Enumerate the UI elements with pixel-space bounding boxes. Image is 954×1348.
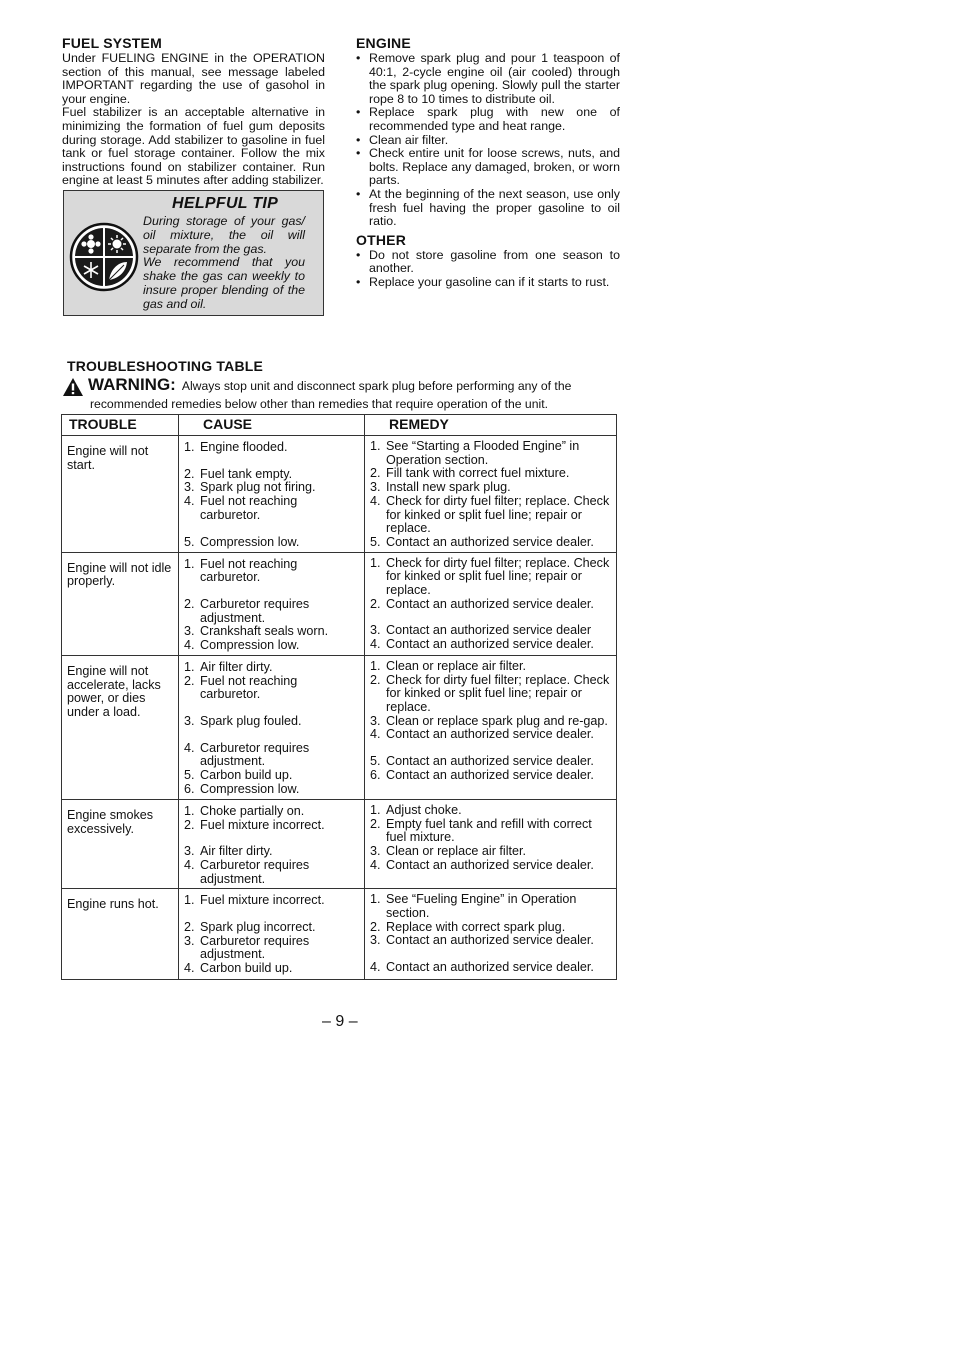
fuel-system-paragraph-2: Fuel stabilizer is an acceptable alternative in minimizing the formation of fuel gum deposits during storage. Add stabilizer to gasoline in fuel tank or fuel storage container. Follow the mix instructions found on stabilizer container. Run engine at least 5 minutes after adding stabilizer. [62, 105, 325, 188]
list-item [184, 536, 360, 550]
list-item [184, 675, 360, 702]
list-item [184, 495, 360, 522]
item-text: Contact an authorized service dealer. [386, 857, 594, 872]
list-item [370, 845, 612, 859]
item-number: 3. [370, 843, 381, 858]
item-text: Carburetor requires adjustment. [200, 740, 310, 769]
list-item [370, 818, 612, 845]
warning-notice [62, 377, 622, 412]
list-item: • Do not store gasoline from one season to another. [356, 249, 620, 276]
item-number: 2. [370, 596, 381, 611]
list-item [370, 769, 612, 783]
list-item [184, 742, 360, 769]
item-number: 1. [184, 803, 195, 818]
warning-icon [62, 377, 84, 397]
item-text: Fuel not reaching carburetor. [200, 494, 298, 522]
item-number: 2. [184, 920, 195, 935]
trouble-cell: Engine smokes excessively. [62, 799, 179, 889]
item-text: Fuel mixture incorrect. [200, 893, 325, 908]
helpful-tip-text-2: We recommend that you shake the gas can weekly to insure proper blending of the gas and oil. [143, 255, 305, 311]
item-text: Fuel not reaching carburetor. [200, 673, 298, 702]
cause-cell [179, 799, 365, 889]
header-remedy: REMEDY [365, 415, 617, 436]
fuel-system-section [62, 35, 325, 188]
list-item [370, 674, 612, 715]
list-item [184, 639, 360, 653]
item-text: Engine flooded. [200, 440, 288, 454]
item-text: Air filter dirty. [200, 844, 273, 859]
item-number: 3. [370, 933, 381, 948]
header-trouble: TROUBLE [62, 415, 179, 436]
cause-cell [179, 552, 365, 655]
item-text: Check for dirty fuel filter; replace. Check for kinked or split fuel line; repair or replace. [386, 493, 610, 536]
cause-cell [179, 889, 365, 980]
item-number: 5. [184, 534, 195, 549]
list-item [184, 441, 360, 455]
item-text: Compression low. [200, 638, 300, 653]
item-text: Check for dirty fuel filter; replace. Check for kinked or split fuel line; repair or replace. [386, 672, 610, 714]
list-item [184, 783, 360, 797]
item-text: Spark plug fouled. [200, 713, 302, 728]
helpful-tip-box [63, 190, 324, 316]
list-item [370, 728, 612, 742]
item-text: Carburetor requires adjustment. [200, 857, 310, 886]
item-number: 4. [370, 857, 381, 872]
remedy-cell [365, 552, 617, 655]
warning-text-line-1: Always stop unit and disconnect spark plug before performing any of the [181, 379, 572, 393]
list-item [370, 467, 612, 481]
item-number: 3. [370, 623, 381, 638]
list-item [370, 893, 612, 920]
item-text: Air filter dirty. [200, 659, 273, 674]
item-text: Contact an authorized service dealer. [386, 933, 594, 948]
list-item: • Replace spark plug with new one of recommended type and heat range. [356, 106, 620, 133]
page-number: – 9 – [322, 1013, 358, 1030]
item-number: 6. [184, 781, 195, 796]
storage-section [356, 35, 620, 290]
item-number: 2. [370, 919, 381, 934]
item-text: Fuel tank empty. [200, 466, 293, 481]
list-item [370, 804, 612, 818]
remedy-cell [365, 436, 617, 553]
list-item [184, 921, 360, 935]
engine-list [356, 52, 620, 229]
item-number: 1. [184, 556, 195, 571]
helpful-tip-text-1: During storage of your gas/ oil mixture, the oil will separate from the gas. [143, 214, 305, 256]
other-list [356, 249, 620, 290]
item-number: 2. [370, 672, 381, 687]
cause-cell [179, 436, 365, 553]
item-number: 1. [184, 893, 195, 908]
item-text: Carbon build up. [200, 768, 293, 783]
list-item [184, 962, 360, 976]
item-text: Check for dirty fuel filter; replace. Check for kinked or split fuel line; repair or replace. [386, 555, 610, 598]
item-number: 1. [184, 659, 195, 674]
item-text: Carbon build up. [200, 961, 293, 976]
item-number: 2. [370, 816, 381, 831]
item-text: Fill tank with correct fuel mixture. [386, 466, 570, 481]
item-text: Contact an authorized service dealer. [386, 960, 594, 975]
item-number: 4. [184, 857, 195, 872]
list-item [184, 894, 360, 908]
warning-text-line-2: recommended remedies below other than remedies that require operation of the unit. [90, 397, 548, 411]
engine-title: ENGINE [356, 35, 411, 51]
table-row [62, 552, 617, 655]
list-item [370, 557, 612, 598]
item-number: 3. [370, 480, 381, 495]
item-number: 1. [370, 658, 381, 673]
item-text: Clean or replace air filter. [386, 658, 526, 673]
item-number: 4. [370, 637, 381, 652]
helpful-tip-text [143, 215, 305, 312]
list-item: • Clean air filter. [356, 134, 620, 148]
seasons-icon [69, 222, 139, 292]
list-item [370, 536, 612, 550]
list-item [184, 859, 360, 886]
item-number: 4. [184, 740, 195, 755]
list-item [184, 819, 360, 833]
troubleshooting-table-body [62, 436, 617, 980]
table-row [62, 799, 617, 889]
item-text: See “Fueling Engine” in Operation section. [386, 892, 577, 921]
item-number: 6. [370, 767, 381, 782]
helpful-tip-title: HELPFUL TIP [172, 195, 279, 212]
trouble-cell: Engine will not accelerate, lacks power, or dies under a load. [62, 655, 179, 799]
other-title: OTHER [356, 231, 406, 248]
item-text: Install new spark plug. [386, 480, 511, 495]
item-number: 4. [370, 960, 381, 975]
item-text: Spark plug not firing. [200, 480, 316, 495]
cause-cell [179, 655, 365, 799]
item-number: 2. [184, 817, 195, 832]
item-text: See “Starting a Flooded Engine” in Operation section. [386, 439, 580, 467]
item-text: Adjust choke. [386, 802, 462, 817]
table-header-row [62, 415, 617, 436]
table-row [62, 889, 617, 980]
table-row [62, 655, 617, 799]
item-text: Clean or replace spark plug and re-gap. [386, 713, 608, 728]
list-item [184, 805, 360, 819]
item-text: Contact an authorized service dealer. [386, 637, 594, 652]
item-text: Empty fuel tank and refill with correct fuel mixture. [386, 816, 592, 845]
list-item [184, 481, 360, 495]
fuel-system-title: FUEL SYSTEM [62, 35, 162, 51]
item-number: 4. [184, 494, 195, 509]
item-number: 5. [370, 534, 381, 549]
item-number: 1. [370, 439, 381, 453]
item-number: 1. [370, 555, 381, 570]
list-item [184, 558, 360, 585]
item-text: Contact an authorized service dealer. [386, 534, 594, 549]
item-text: Contact an authorized service dealer. [386, 727, 594, 742]
item-number: 3. [184, 624, 195, 639]
item-number: 2. [184, 597, 195, 612]
list-item [184, 625, 360, 639]
item-text: Clean or replace air filter. [386, 843, 526, 858]
item-text: Fuel mixture incorrect. [200, 817, 325, 832]
list-item: • Remove spark plug and pour 1 teaspoon of 40:1, 2-cycle engine oil (air cooled) through the spark plug opening. Slowly pull the starter rope 8 to 10 times to distribute oil. [356, 52, 620, 106]
list-item [370, 961, 612, 975]
list-item [184, 845, 360, 859]
item-number: 4. [370, 493, 381, 508]
item-text: Contact an authorized service dealer. [386, 767, 594, 782]
warning-label: WARNING: [88, 375, 176, 394]
list-item [184, 598, 360, 625]
item-text: Crankshaft seals worn. [200, 624, 329, 639]
item-text: Contact an authorized service dealer. [386, 596, 594, 611]
list-item [370, 859, 612, 873]
item-number: 3. [370, 713, 381, 728]
item-text: Compression low. [200, 781, 300, 796]
list-item [370, 440, 612, 467]
trouble-cell: Engine runs hot. [62, 889, 179, 980]
list-item [370, 715, 612, 729]
list-item [370, 934, 612, 948]
list-item: • Check entire unit for loose screws, nuts, and bolts. Replace any damaged, broken, or worn parts. [356, 147, 620, 188]
list-item [370, 638, 612, 652]
item-text: Contact an authorized service dealer [386, 623, 592, 638]
item-text: Spark plug incorrect. [200, 920, 316, 935]
list-item [370, 624, 612, 638]
item-text: Replace with correct spark plug. [386, 919, 566, 934]
list-item [370, 660, 612, 674]
table-row [62, 436, 617, 553]
item-number: 4. [370, 727, 381, 742]
trouble-cell: Engine will not start. [62, 436, 179, 553]
item-text: Choke partially on. [200, 803, 305, 818]
remedy-cell [365, 655, 617, 799]
item-number: 3. [184, 844, 195, 859]
list-item: • At the beginning of the next season, use only fresh fuel having the proper gasoline to oil ratio. [356, 188, 620, 229]
item-text: Fuel not reaching carburetor. [200, 556, 298, 585]
item-number: 2. [184, 466, 195, 481]
list-item [370, 481, 612, 495]
list-item [370, 921, 612, 935]
item-number: 1. [370, 892, 381, 907]
list-item [184, 661, 360, 675]
item-number: 4. [184, 961, 195, 976]
remedy-cell [365, 889, 617, 980]
item-number: 2. [370, 466, 381, 481]
list-item [184, 715, 360, 729]
item-text: Carburetor requires adjustment. [200, 597, 310, 625]
trouble-cell: Engine will not idle properly. [62, 552, 179, 655]
list-item [370, 598, 612, 612]
fuel-system-paragraph-1: Under FUELING ENGINE in the OPERATION section of this manual, see message labeled IMPORTANT regarding the use of gasohol in your engine. [62, 51, 325, 106]
item-text: Compression low. [200, 534, 300, 549]
item-number: 2. [184, 673, 195, 688]
troubleshooting-title: TROUBLESHOOTING TABLE [67, 358, 264, 374]
item-number: 5. [184, 768, 195, 783]
item-text: Carburetor requires adjustment. [200, 933, 310, 962]
list-item [184, 769, 360, 783]
list-item [184, 468, 360, 482]
item-number: 3. [184, 933, 195, 948]
list-item [184, 935, 360, 962]
remedy-cell [365, 799, 617, 889]
troubleshooting-table [61, 414, 617, 980]
item-number: 4. [184, 638, 195, 653]
item-number: 3. [184, 480, 195, 495]
item-number: 3. [184, 713, 195, 728]
header-cause: CAUSE [179, 415, 365, 436]
item-number: 1. [184, 440, 195, 454]
item-text: Contact an authorized service dealer. [386, 754, 594, 769]
item-number: 5. [370, 754, 381, 769]
list-item: • Replace your gasoline can if it starts to rust. [356, 276, 620, 290]
list-item [370, 495, 612, 536]
item-number: 1. [370, 802, 381, 817]
list-item [370, 755, 612, 769]
